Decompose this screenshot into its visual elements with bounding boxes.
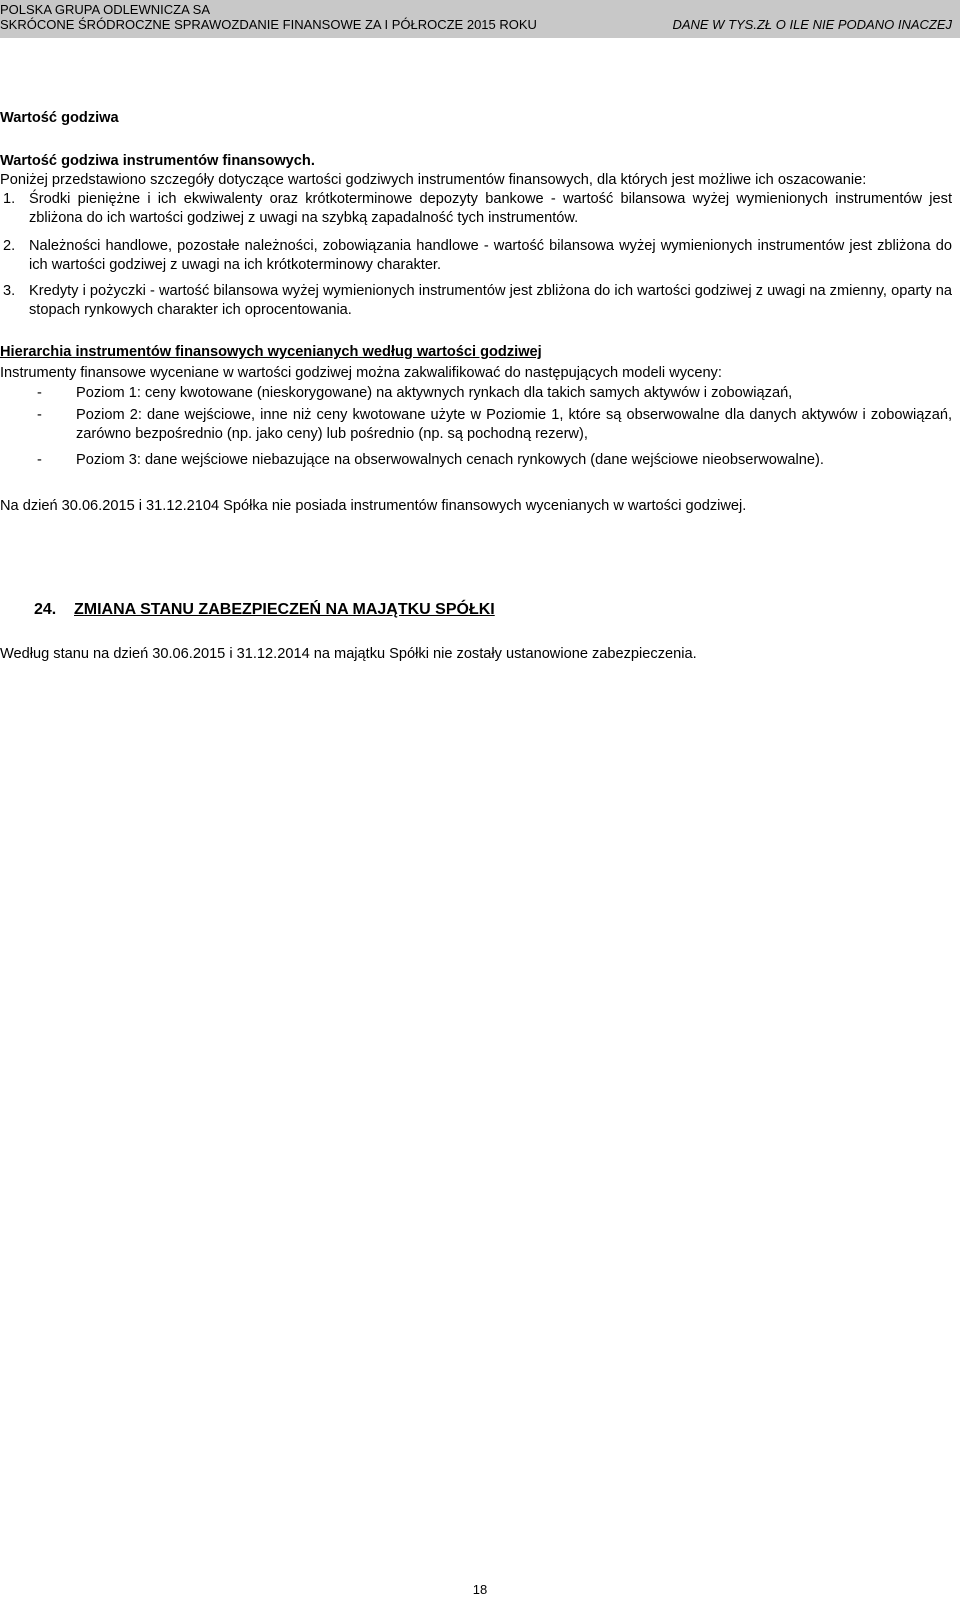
hierarchy-level-2	[0, 406, 952, 444]
hierarchy-intro: Instrumenty finansowe wyceniane w wartości godziwej można zakwalifikować do następujących modeli wyceny:	[0, 365, 722, 381]
hierarchy-title: Hierarchia instrumentów finansowych wycenianych według wartości godziwej	[0, 344, 542, 360]
hierarchy-level-3	[0, 451, 952, 470]
fair-value-intro: Poniżej przedstawiono szczegóły dotyczące wartości godziwych instrumentów finansowych, dla których jest możliwe ich oszacowanie:	[0, 172, 867, 188]
page-header	[0, 0, 960, 38]
fair-value-item-2	[0, 237, 952, 275]
item-text: Należności handlowe, pozostałe należności, zobowiązania handlowe - wartość bilansowa wyżej wymienionych instrumentów jest zbliżona do ich wartości godziwej z uwagi na ich krótkoterminowy charakter.	[29, 238, 952, 273]
fair-value-subtitle: Wartość godziwa instrumentów finansowych.	[0, 153, 315, 169]
section-24-text: Według stanu na dzień 30.06.2015 i 31.12.2014 na majątku Spółki nie zostały ustanowione zabezpieczenia.	[0, 646, 697, 662]
page-number: 18	[472, 1582, 488, 1597]
list-dash: -	[37, 407, 42, 423]
fair-value-item-3	[0, 282, 952, 320]
level-text: Poziom 3: dane wejściowe niebazujące na obserwowalnych cenach rynkowych (dane wejściowe nieobserwowalne).	[76, 452, 824, 468]
header-report-title: SKRÓCONE ŚRÓDROCZNE SPRAWOZDANIE FINANSOWE ZA I PÓŁROCZE 2015 ROKU	[0, 17, 537, 32]
fair-value-item-1	[0, 190, 952, 228]
item-number: 2.	[3, 238, 16, 254]
item-number: 3.	[3, 283, 16, 299]
header-company-name: POLSKA GRUPA ODLEWNICZA SA	[0, 2, 210, 17]
section-title: ZMIANA STANU ZABEZPIECZEŃ NA MAJĄTKU SPÓŁKI	[74, 601, 495, 618]
list-dash: -	[37, 452, 42, 468]
hierarchy-level-1	[0, 384, 952, 403]
fair-value-title: Wartość godziwa	[0, 110, 119, 126]
level-text: Poziom 2: dane wejściowe, inne niż ceny kwotowane użyte w Poziomie 1, które są obserwowalne dla danych aktywów i zobowiązań, zarówno bezpośrednio (np. jako ceny) lub pośrednio (np. są pochodną rezerw),	[76, 407, 952, 442]
hierarchy-statement: Na dzień 30.06.2015 i 31.12.2104 Spółka nie posiada instrumentów finansowych wycenianych w wartości godziwej.	[0, 498, 747, 514]
section-24-heading	[34, 600, 495, 620]
level-text: Poziom 1: ceny kwotowane (nieskorygowane) na aktywnych rynkach dla takich samych aktywów i zobowiązań,	[76, 385, 793, 401]
item-text: Kredyty i pożyczki - wartość bilansowa wyżej wymienionych instrumentów jest zbliżona do ich wartości godziwej z uwagi na zmienny, oparty na stopach rynkowych charakter ich oprocentowania.	[29, 283, 952, 318]
list-dash: -	[37, 385, 42, 401]
item-number: 1.	[3, 191, 16, 207]
item-text: Środki pieniężne i ich ekwiwalenty oraz krótkoterminowe depozyty bankowe - wartość bilansowa wyżej wymienionych instrumentów jest zbliżona do ich wartości godziwej z uwagi na szybką zapadalność tych instrumentów.	[29, 191, 952, 226]
header-units-note: DANE W TYS.ZŁ O ILE NIE PODANO INACZEJ	[672, 17, 952, 32]
section-number: 24.	[34, 601, 57, 618]
